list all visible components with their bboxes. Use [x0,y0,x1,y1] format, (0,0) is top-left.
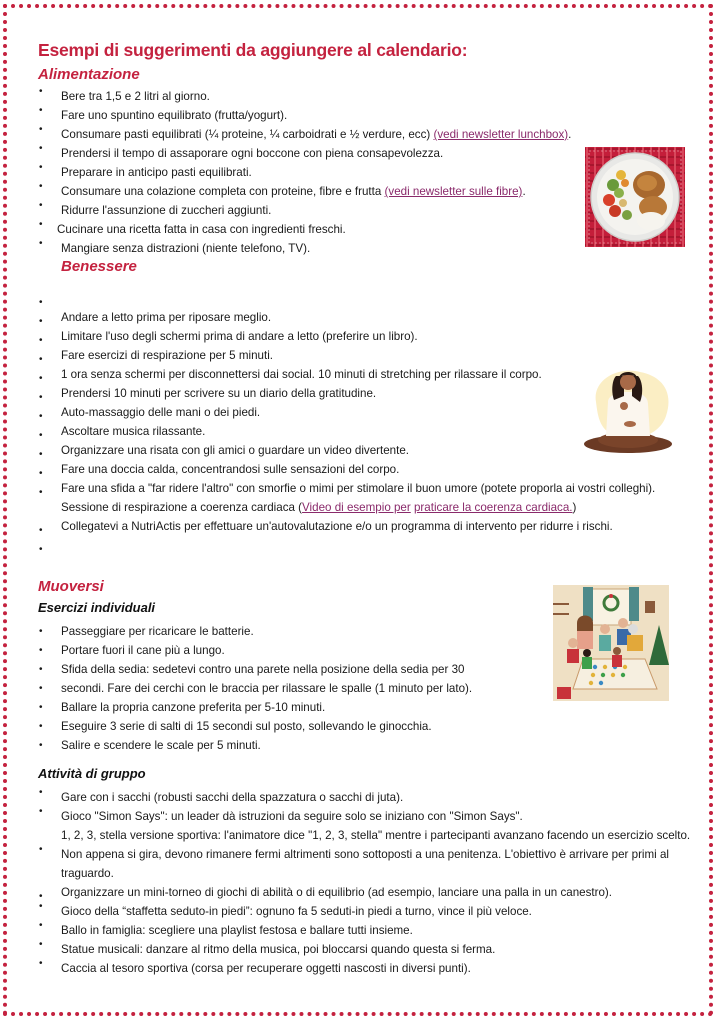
list-item: • Consumare pasti equilibrati (¼ proteine, ¼ carboidrati e ½ verdure, ecc) (vedi newsletter lunchbox). [61,125,571,144]
bullet-icon: • [39,411,43,422]
bullet-icon: • [39,430,43,441]
section-heading-muoversi: Muoversi [38,578,104,595]
list-item-empty [39,536,655,555]
bullet-icon: • [39,525,43,536]
bullet-icon: • [39,626,43,637]
bullet-icon: • [39,238,43,249]
subsection-heading-esercizi-individuali: Esercizi individuali [38,600,156,615]
list-item: • Gare con i sacchi (robusti sacchi della spazzatura o sacchi di juta). [61,788,701,807]
list-item: • Ascoltare musica rilassante. [61,422,655,441]
bullet-icon: • [39,683,43,694]
list-item: • Fare una doccia calda, concentrandosi sulle sensazioni del corpo. [61,460,655,479]
list-item: • Limitare l'uso degli schermi prima di andare a letto (preferire un libro). [61,327,655,346]
bullet-icon: • [39,297,43,308]
bullet-icon: • [39,449,43,460]
alimentazione-list [39,86,572,258]
newsletter-lunchbox-link[interactable]: (vedi newsletter lunchbox) [433,128,569,141]
bullet-icon: • [39,721,43,732]
list-item: • Caccia al tesoro sportiva (corsa per recuperare oggetti nascosti in diversi punti). [61,959,701,978]
benessere-list [39,289,656,555]
list-item-coherence: Sessione di respirazione a coerenza cardiaca (Video di esempio per praticare la coerenza cardiaca.) [61,501,577,514]
bullet-icon: • [39,740,43,751]
list-item: • Ballo in famiglia: scegliere una playlist festosa e ballare tutti insieme. [61,921,701,940]
bullet-icon: • [39,702,43,713]
bullet-icon: • [39,335,43,346]
bullet-icon: • [39,219,43,230]
list-item: • Fare uno spuntino equilibrato (frutta/yogurt). [61,106,571,125]
bullet-icon: • [39,162,43,173]
bullet-icon: • [39,920,43,931]
list-item: • Gioco della “staffetta seduto-in piedi”: ognuno fa 5 seduti-in piedi a turno, vince il più veloce. [61,902,701,921]
bullet-icon: • [39,181,43,192]
list-item: • Prendersi il tempo di assaporare ogni boccone con piena consapevolezza. [61,144,571,163]
list-item: • Preparare in anticipo pasti equilibrati. [61,163,571,182]
list-item: • Gioco "Simon Says": un leader dà istruzioni da seguire solo se iniziano con "Simon Says". [61,807,701,826]
list-item: • Fare esercizi di respirazione per 5 minuti. [61,346,655,365]
list-item: • Statue musicali: danzare al ritmo della musica, poi bloccarsi quando questa si ferma. [61,940,701,959]
section-heading-benessere: Benessere [61,258,137,275]
bullet-icon: • [39,787,43,798]
bullet-icon: • [39,143,43,154]
coerenza-cardiaca-link[interactable]: praticare la coerenza cardiaca. [413,501,573,514]
bullet-icon: • [39,664,43,675]
family-game-image [553,585,669,701]
bullet-icon: • [39,487,43,498]
bullet-icon: • [39,958,43,969]
newsletter-fibre-link[interactable]: (vedi newsletter sulle fibre) [384,185,523,198]
bullet-icon: • [39,124,43,135]
list-item: • Cucinare una ricetta fatta in casa con ingredienti freschi. [57,220,571,239]
list-item: • Collegatevi a NutriActis per effettuare un'autovalutazione e/o un programma di intervento per ridurre i rischi. [61,517,655,536]
list-item: • Fare una sfida a "far ridere l'altro" con smorfie o mimi per stimolare il buon umore (potete proporla ai vostri colleghi). [61,479,655,498]
list-item: • secondi. Fare dei cerchi con le braccia per rilassare le spalle (1 minuto per lato). [61,679,472,698]
bullet-icon: • [39,200,43,211]
food-plate-image [583,145,687,249]
list-item: • 1 ora senza schermi per disconnettersi dai social. 10 minuti di stretching per rilassare il corpo. [61,365,655,384]
list-item [39,289,655,308]
list-item: • Bere tra 1,5 e 2 litri al giorno. [61,87,571,106]
bullet-icon: • [39,645,43,656]
list-item: • Eseguire 3 serie di salti di 15 secondi sul posto, sollevando le ginocchia. [61,717,472,736]
bullet-icon: • [39,316,43,327]
list-item: • Sfida della sedia: sedetevi contro una parete nella posizione della sedia per 30 [61,660,472,679]
bullet-icon: • [39,844,43,855]
list-item: • Ridurre l'assunzione di zuccheri aggiunti. [61,201,571,220]
bullet-icon: • [39,901,43,912]
list-item: • Portare fuori il cane più a lungo. [61,641,472,660]
bullet-icon: • [39,806,43,817]
attivita-di-gruppo-list [39,787,701,978]
bullet-icon: • [39,86,43,97]
list-item: • Auto-massaggio delle mani o dei piedi. [61,403,655,422]
section-heading-alimentazione: Alimentazione [38,66,140,83]
esercizi-individuali-list [39,622,473,755]
bullet-icon: • [39,891,43,902]
bullet-icon: • [39,105,43,116]
list-item: • Consumare una colazione completa con proteine, fibre e frutta (vedi newsletter sulle fibre). [61,182,571,201]
list-item: • Organizzare un mini-torneo di giochi di abilità o di equilibrio (ad esempio, lanciare una palla in un canestro). [61,883,621,902]
list-item: • Passeggiare per ricaricare le batterie. [61,622,472,641]
meditation-illustration [578,362,678,456]
video-esempio-link[interactable]: Video di esempio per [302,501,411,514]
subsection-heading-attivita-di-gruppo: Attività di gruppo [38,766,146,781]
page-title: Esempi di suggerimenti da aggiungere al calendario: [38,40,468,60]
list-item: • Organizzare una risata con gli amici o guardare un video divertente. [61,441,655,460]
bullet-icon: • [39,468,43,479]
bullet-icon: • [39,544,43,555]
bullet-icon: • [39,392,43,403]
list-item: • Mangiare senza distrazioni (niente telefono, TV). [61,239,571,258]
bullet-icon: • [39,354,43,365]
bullet-icon: • [39,939,43,950]
list-item: • Salire e scendere le scale per 5 minuti. [61,736,472,755]
bullet-icon: • [39,373,43,384]
list-item: • Prendersi 10 minuti per scrivere su un diario della gratitudine. [61,384,655,403]
list-item: • Andare a letto prima per riposare meglio. [61,308,655,327]
list-item: • Ballare la propria canzone preferita per 5-10 minuti. [61,698,472,717]
list-item: • 1, 2, 3, stella versione sportiva: l'animatore dice "1, 2, 3, stella" mentre i partecipanti avanzano facendo un esercizio scelto. Non appena si gira, devono rimanere fermi altrimenti sono sottoposti a una penitenza. L'obiettivo è arrivare per primi al traguardo. [39,829,691,880]
